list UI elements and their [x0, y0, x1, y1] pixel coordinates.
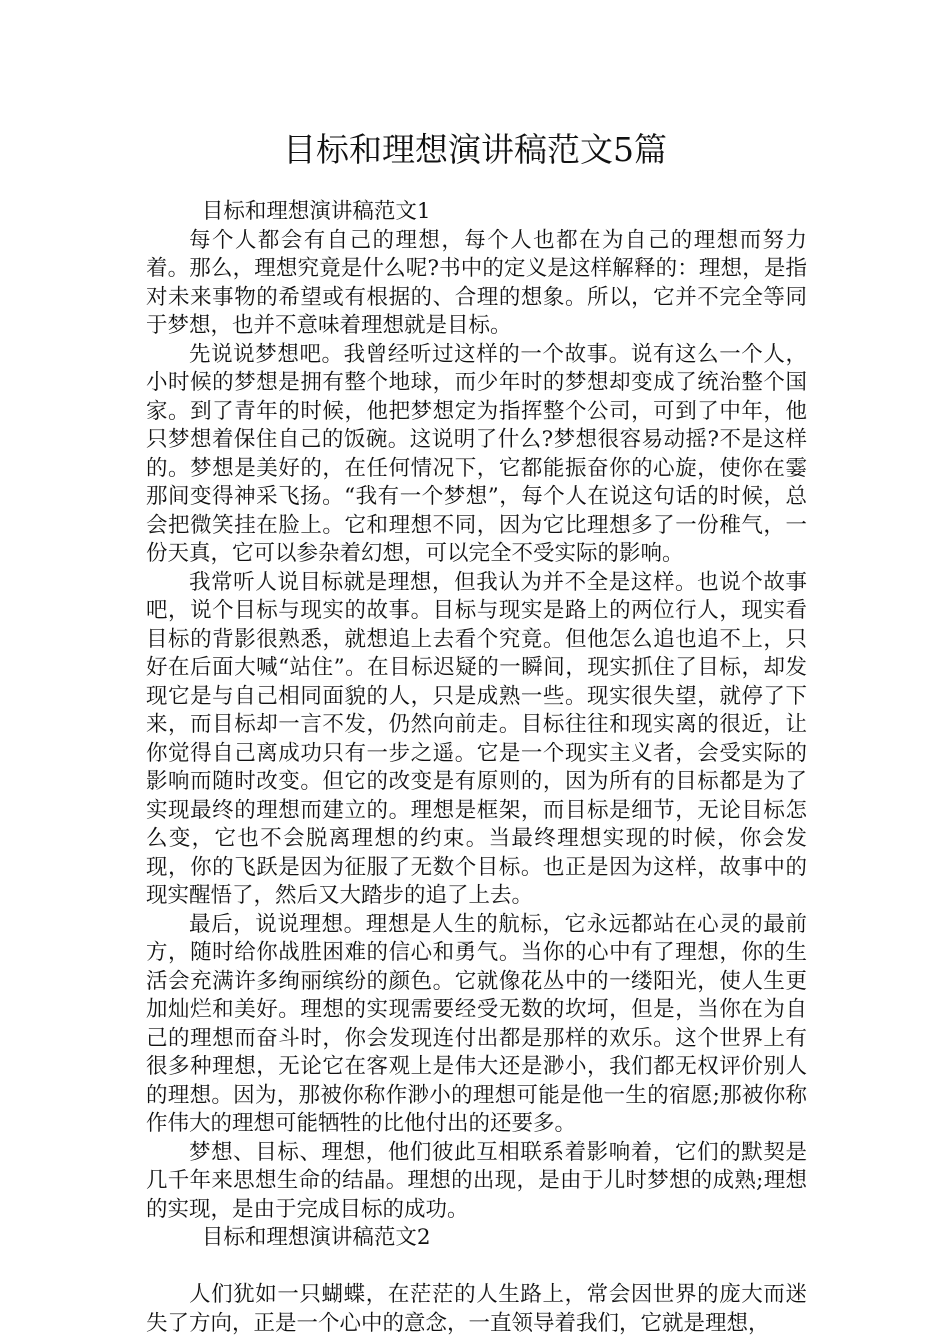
- paragraph: 最后，说说理想。理想是人生的航标，它永远都站在心灵的最前方，随时给你战胜困难的信心和勇气。当你的心中有了理想，你的生活会充满许多绚丽缤纷的颜色。它就像花丛中的一缕阳光，使人生更加灿烂和美好。理想的实现需要经受无数的坎坷，但是，当你在为自己的理想而奋斗时，你会发现连付出都是那样的欢乐。这个世界上有很多种理想，无论它在客观上是伟大还是渺小，我们都无权评价别人的理想。因为，那被你称作渺小的理想可能是他一生的宿愿;那被你称作伟大的理想可能牺牲的比他付出的还要多。: [146, 911, 807, 1136]
- paragraph: 梦想、目标、理想，他们彼此互相联系着影响着，它们的默契是几千年来思想生命的结晶。理想的出现，是由于儿时梦想的成熟;理想的实现，是由于完成目标的成功。: [146, 1139, 807, 1222]
- document-body: [146, 198, 807, 1338]
- blank-line: [146, 1253, 807, 1282]
- section-heading: 目标和理想演讲稿范文1: [201, 199, 431, 224]
- section-heading: 目标和理想演讲稿范文2: [201, 1225, 431, 1250]
- document-title: 目标和理想演讲稿范文5篇: [283, 130, 667, 169]
- paragraph: 每个人都会有自己的理想，每个人也都在为自己的理想而努力着。那么，理想究竟是什么呢?书中的定义是这样解释的：理想，是指对未来事物的希望或有根据的、合理的想象。所以，它并不完全等同于梦想，也并不意味着理想就是目标。: [146, 227, 807, 338]
- paragraph: 我常听人说目标就是理想，但我认为并不全是这样。也说个故事吧，说个目标与现实的故事。目标与现实是路上的两位行人，现实看目标的背影很熟悉，就想追上去看个究竟。但他怎么追也追不上，只好在后面大喊“站住”。在目标迟疑的一瞬间，现实抓住了目标，却发现它是与自己相同面貌的人，只是成熟一些。现实很失望，就停了下来，而目标却一言不发，仍然向前走。目标往往和现实离的很近，让你觉得自己离成功只有一步之遥。它是一个现实主义者，会受实际的影响而随时改变。但它的改变是有原则的，因为所有的目标都是为了实现最终的理想而建立的。理想是框架，而目标是细节，无论目标怎么变，它也不会脱离理想的约束。当最终理想实现的时候，你会发现，你的飞跃是因为征服了无数个目标。也正是因为这样，故事中的现实醒悟了，然后又大踏步的追了上去。: [146, 569, 807, 908]
- paragraph: 先说说梦想吧。我曾经听过这样的一个故事。说有这么一个人，小时候的梦想是拥有整个地球，而少年时的梦想却变成了统治整个国家。到了青年的时候，他把梦想定为指挥整个公司，可到了中年，他只梦想着保住自己的饭碗。这说明了什么?梦想很容易动摇?不是这样的。梦想是美好的，在任何情况下，它都能振奋你的心旋，使你在霎那间变得神采飞扬。“我有一个梦想”，每个人在说这句话的时候，总会把微笑挂在脸上。它和理想不同，因为它比理想多了一份稚气，一份天真，它可以参杂着幻想，可以完全不受实际的影响。: [146, 341, 807, 566]
- paragraph: 人们犹如一只蝴蝶，在茫茫的人生路上，常会因世界的庞大而迷失了方向，正是一个心中的意念，一直领导着我们，它就是理想，: [146, 1282, 807, 1336]
